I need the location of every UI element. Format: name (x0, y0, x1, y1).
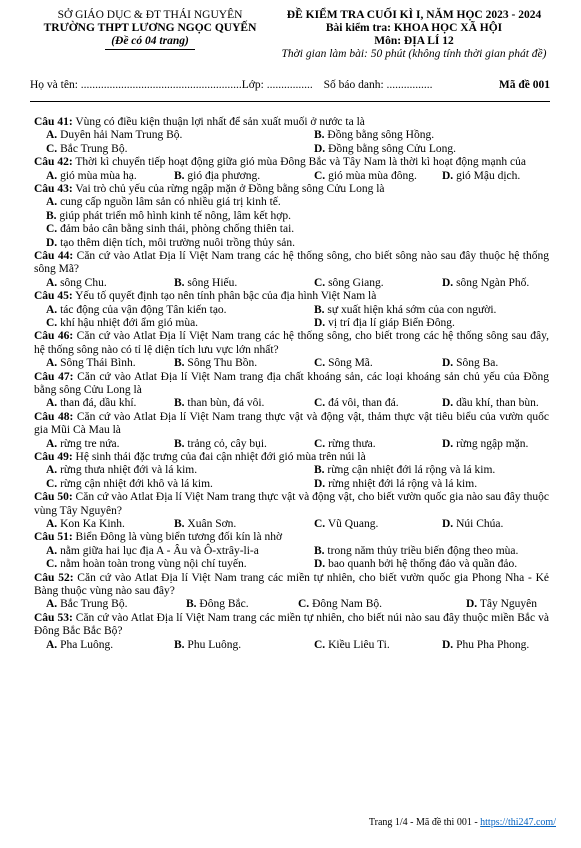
question (34, 183, 549, 250)
option-letter: D. (314, 142, 326, 155)
option-letter: B. (174, 357, 185, 370)
option-letter: D. (442, 276, 454, 289)
header-underline (105, 49, 195, 50)
option-letter: C. (46, 558, 58, 571)
answer-option[interactable] (174, 639, 241, 652)
question-number: Câu 42: (34, 156, 73, 169)
option-letter: D. (466, 598, 478, 611)
question-number: Câu 41: (34, 116, 73, 128)
option-letter: A. (46, 397, 58, 410)
option-text: rừng tre nứa. (57, 437, 120, 450)
question (34, 612, 549, 652)
question-stem: Căn cứ vào Atlat Địa lí Việt Nam trang các hệ thống sông, cho biết trong các hệ thống sông sau đây, hệ thống sông nào có tỉ lệ diện tích lưu vực lớn nhất? (34, 330, 549, 356)
exam-time: Thời gian làm bài: 50 phút (không tính thời gian phát đề) (281, 48, 547, 60)
option-letter: A. (46, 276, 58, 289)
question (34, 531, 549, 571)
option-letter: D. (46, 236, 58, 249)
option-text: gió địa phương. (184, 169, 261, 182)
options-row (34, 464, 549, 477)
header-right (256, 9, 572, 61)
exam-code: Mã đề 001 (498, 79, 550, 91)
option-letter: A. (46, 303, 58, 316)
option-letter: B. (174, 437, 185, 450)
options-row (34, 129, 549, 142)
option-text: rừng nhiệt đới lá rộng và lá kim. (325, 477, 478, 490)
answer-option[interactable] (314, 317, 455, 330)
answer-option[interactable] (314, 639, 390, 652)
option-text: than đá, dầu khí. (57, 397, 137, 410)
option-text: Tây Nguyên (477, 598, 538, 611)
option-letter: B. (314, 303, 325, 316)
answer-option[interactable] (46, 438, 119, 451)
question-number: Câu 49: (34, 450, 73, 463)
options-row (34, 545, 549, 558)
question-text (34, 411, 549, 438)
answer-option[interactable] (46, 170, 137, 183)
option-text: Sông Ba. (453, 357, 499, 370)
question-number: Câu 53: (34, 611, 73, 624)
options-row (34, 438, 549, 451)
option-letter: D. (442, 397, 454, 410)
answer-option[interactable] (442, 357, 498, 370)
answer-option[interactable] (46, 210, 291, 223)
option-text: sự xuất hiện khá sớm của con người. (324, 303, 497, 316)
option-letter: B. (174, 638, 185, 651)
student-id-line: Số báo danh: ................ (323, 79, 433, 91)
option-text: Đông Nam Bộ. (309, 598, 383, 611)
answer-option[interactable] (46, 545, 259, 558)
option-text: Sông Thái Bình. (57, 357, 136, 370)
option-letter: B. (314, 129, 325, 142)
option-text: giúp phát triển mô hình kinh tế nông, lâm kết hợp. (56, 209, 291, 222)
option-letter: C. (46, 223, 58, 236)
answer-option[interactable] (314, 438, 376, 451)
question-text (34, 371, 549, 398)
answer-option[interactable] (314, 143, 456, 156)
option-text: Phu Luông. (184, 638, 242, 651)
option-letter: D. (442, 517, 454, 530)
answer-option[interactable] (442, 397, 539, 410)
page-footer (369, 817, 556, 828)
answer-option[interactable] (314, 304, 496, 317)
question (34, 116, 549, 156)
answer-option[interactable] (46, 129, 182, 142)
question-text (34, 183, 549, 196)
answer-option[interactable] (46, 639, 113, 652)
option-text: rừng thưa. (325, 437, 376, 450)
options-row (34, 558, 549, 571)
question (34, 451, 549, 491)
options-row (34, 143, 549, 156)
option-text: bao quanh bởi hệ thống đảo và quần đảo. (325, 558, 518, 571)
question (34, 371, 549, 411)
question (34, 250, 549, 290)
exam-title: ĐỀ KIỂM TRA CUỐI KÌ I, NĂM HỌC 2023 - 2024 (286, 9, 542, 21)
option-letter: A. (46, 464, 58, 477)
option-text: Núi Chúa. (453, 517, 504, 530)
answer-option[interactable] (174, 518, 236, 531)
option-text: Xuân Sơn. (184, 517, 237, 530)
question-stem: Vai trò chủ yếu của rừng ngập mặn ở Đồng bằng sông Cửu Long là (72, 182, 385, 195)
option-text: khí hậu nhiệt đới ẩm gió mùa. (57, 316, 199, 329)
answer-option[interactable] (298, 598, 382, 611)
answer-option[interactable] (442, 170, 520, 183)
option-text: Phu Pha Phong. (453, 638, 530, 651)
options-row (34, 518, 549, 531)
info-separator (30, 101, 550, 102)
answer-option[interactable] (442, 518, 503, 531)
option-letter: A. (46, 129, 58, 142)
options-row (34, 397, 549, 410)
answer-option[interactable] (46, 317, 198, 330)
answer-option[interactable] (46, 223, 294, 236)
option-letter: A. (46, 638, 58, 651)
options-row (34, 317, 549, 330)
answer-option[interactable] (46, 237, 295, 250)
answer-option[interactable] (466, 598, 537, 611)
option-letter: C. (46, 477, 58, 490)
option-letter: C. (314, 169, 326, 182)
question-text (34, 290, 549, 303)
answer-option[interactable] (442, 277, 529, 290)
question-stem: Vùng có điều kiện thuận lợi nhất để sản xuất muối ở nước ta là (72, 116, 365, 128)
option-text: trong năm thủy triều biến động theo mùa. (324, 544, 519, 557)
question-text (34, 572, 549, 599)
answer-option[interactable] (174, 277, 237, 290)
option-text: Sông Thu Bồn. (184, 357, 258, 370)
answer-option[interactable] (46, 518, 125, 531)
answer-option[interactable] (314, 277, 384, 290)
question-stem: Yếu tố quyết định tạo nên tính phân bậc của địa hình Việt Nam là (72, 290, 377, 303)
option-text: đảm bảo cân bằng sinh thái, phòng chống thiên tai. (57, 223, 295, 236)
question-number: Câu 50: (34, 491, 73, 504)
option-letter: A. (46, 357, 58, 370)
question-stem: Căn cứ vào Atlat Địa lí Việt Nam trang các hệ thống sông, cho biết sông nào sau đây thuộc hệ thống sông Mã? (34, 249, 549, 276)
question (34, 290, 549, 330)
question-number: Câu 52: (34, 571, 74, 584)
answer-option[interactable] (46, 143, 127, 156)
option-letter: C. (46, 316, 58, 329)
question-list (34, 116, 549, 652)
answer-option[interactable] (314, 478, 477, 491)
option-letter: B. (174, 397, 185, 410)
option-letter: B. (314, 544, 325, 557)
option-letter: A. (46, 437, 58, 450)
option-letter: A. (46, 517, 58, 530)
dept-name: SỞ GIÁO DỤC & ĐT THÁI NGUYÊN (57, 9, 243, 21)
options-row (34, 210, 549, 223)
answer-option[interactable] (46, 464, 197, 477)
student-name-line: Họ và tên: ........................................................Lớp: ................ (30, 79, 313, 91)
option-text: Đông Bắc. (196, 598, 249, 611)
option-text: Đồng bằng sông Hồng. (324, 129, 435, 142)
option-text: cung cấp nguồn lâm sản có nhiều giá trị kinh tế. (57, 196, 281, 209)
option-letter: D. (314, 477, 326, 490)
options-row (34, 357, 549, 370)
exam-subject: Môn: ĐỊA LÍ 12 (374, 35, 454, 47)
question-stem: Căn cứ vào Atlat Địa lí Việt Nam trang địa chất khoáng sản, các loại khoáng sản chủ yếu của Đồng bằng sông Cửu Long là (34, 370, 549, 396)
answer-option[interactable] (46, 397, 136, 410)
option-text: tác động của vận động Tân kiến tạo. (57, 303, 227, 316)
options-row (34, 196, 549, 209)
option-letter: A. (46, 598, 58, 611)
option-letter: A. (46, 196, 58, 209)
options-row (34, 223, 549, 236)
option-text: gió Mậu dịch. (453, 169, 521, 182)
option-letter: B. (174, 517, 185, 530)
question-number: Câu 51: (34, 531, 73, 544)
question-stem: Biển Đông là vùng biển tương đối kín là nhờ (72, 531, 283, 544)
footer-text: Trang 1/4 - Mã đề thi 001 - (368, 817, 481, 828)
question-number: Câu 46: (34, 330, 74, 343)
option-text: rừng cận nhiệt đới lá rộng và lá kim. (324, 464, 496, 477)
option-text: gió mùa mùa đông. (325, 169, 417, 182)
question-stem: Thời kì chuyển tiếp hoạt động giữa gió mùa Đông Bắc và Tây Nam là thời kì hoạt động mạnh của (72, 156, 526, 169)
options-row (34, 277, 549, 290)
question-number: Câu 44: (34, 249, 74, 262)
option-letter: B. (174, 169, 185, 182)
answer-option[interactable] (46, 357, 136, 370)
option-letter: A. (46, 544, 58, 557)
question (34, 411, 549, 451)
question-stem: Căn cứ vào Atlat Địa lí Việt Nam trang các miền tự nhiên, cho biết vườn quốc gia Phong Nha - Kẻ Bàng thuộc vùng nào sau đây? (34, 571, 549, 597)
question-stem: Căn cứ vào Atlat Địa lí Việt Nam trang thực vật và động vật, thảm thực vật tiêu biểu của vườn quốc gia Mũi Cà Mau là (34, 410, 550, 437)
option-text: Pha Luông. (57, 638, 114, 651)
answer-option[interactable] (314, 558, 517, 571)
answer-option[interactable] (46, 196, 281, 209)
option-text: tạo thêm diện tích, môi trường nuôi trồng thủy sản. (57, 236, 295, 249)
answer-option[interactable] (46, 277, 107, 290)
answer-option[interactable] (46, 304, 227, 317)
options-row (34, 639, 549, 652)
option-letter: C. (314, 638, 326, 651)
answer-option[interactable] (174, 438, 267, 451)
option-text: gió mùa mùa hạ. (57, 169, 137, 182)
option-letter: D. (442, 169, 454, 182)
option-text: sông Giang. (325, 276, 384, 289)
option-letter: D. (442, 437, 454, 450)
option-letter: D. (314, 558, 326, 571)
option-text: than bùn, đá vôi. (184, 397, 265, 410)
answer-option[interactable] (174, 170, 260, 183)
question (34, 572, 549, 612)
answer-option[interactable] (314, 518, 378, 531)
option-text: sông Ngàn Phố. (453, 276, 530, 289)
answer-option[interactable] (46, 478, 213, 491)
options-row (34, 304, 549, 317)
answer-option[interactable] (46, 558, 247, 571)
option-letter: C. (314, 517, 326, 530)
option-text: sông Chu. (57, 276, 107, 289)
option-text: Sông Mã. (325, 357, 373, 370)
option-text: vị trí địa lí giáp Biển Đông. (325, 316, 455, 329)
option-text: nằm giữa hai lục địa A - Âu và Ô-xtrây-li-a (57, 544, 259, 557)
question-number: Câu 48: (34, 410, 74, 423)
answer-option[interactable] (174, 397, 264, 410)
answer-option[interactable] (442, 639, 529, 652)
option-text: dầu khí, than bùn. (453, 397, 539, 410)
question-text (34, 330, 549, 357)
answer-option[interactable] (442, 438, 528, 451)
page-count: (Đề có 04 trang) (111, 35, 189, 47)
answer-option[interactable] (186, 598, 249, 611)
option-text: Duyên hải Nam Trung Bộ. (57, 129, 183, 142)
option-letter: B. (186, 598, 197, 611)
question-text (34, 451, 549, 464)
question (34, 330, 549, 370)
option-text: đá vôi, than đá. (325, 397, 399, 410)
option-letter: D. (442, 638, 454, 651)
option-letter: C. (46, 142, 58, 155)
options-row (34, 237, 549, 250)
option-text: Bắc Trung Bộ. (57, 598, 128, 611)
option-letter: B. (46, 209, 57, 222)
question-text (34, 531, 549, 544)
option-letter: C. (314, 357, 326, 370)
question-number: Câu 43: (34, 182, 73, 195)
option-text: Đồng bằng sông Cửu Long. (325, 142, 456, 155)
answer-option[interactable] (314, 464, 495, 477)
option-letter: D. (442, 357, 454, 370)
student-info (30, 78, 550, 92)
question-text (34, 491, 549, 518)
option-text: nằm hoàn toàn trong vùng nội chí tuyến. (57, 558, 247, 571)
option-letter: D. (314, 316, 326, 329)
options-row (34, 478, 549, 491)
answer-option[interactable] (314, 545, 518, 558)
question-number: Câu 45: (34, 290, 73, 303)
header-left (30, 9, 270, 50)
answer-option[interactable] (314, 170, 417, 183)
option-text: trảng cỏ, cây bụi. (184, 437, 267, 450)
question-text (34, 116, 549, 129)
question-stem: Căn cứ vào Atlat Địa lí Việt Nam trang thực vật và động vật, cho biết vườn quốc gia nào sau đây thuộc vùng Tây Nguyên? (34, 491, 550, 517)
options-row (34, 170, 549, 183)
question-text (34, 156, 549, 169)
option-text: Bắc Trung Bộ. (57, 142, 128, 155)
option-text: rừng ngập mặn. (453, 437, 529, 450)
option-letter: B. (314, 464, 325, 477)
question-stem: Căn cứ vào Atlat Địa lí Việt Nam trang các miền tự nhiên, cho biết núi nào sau đây thuộc miền Bắc và Đông Bắc Bắc Bộ? (34, 611, 549, 638)
answer-option[interactable] (46, 598, 127, 611)
question (34, 156, 549, 183)
footer-link[interactable]: https://thi247.com/ (480, 817, 556, 828)
option-letter: C. (314, 437, 326, 450)
question (34, 491, 549, 531)
options-row (34, 598, 549, 611)
option-letter: B. (174, 276, 185, 289)
option-text: Kon Ka Kinh. (57, 517, 125, 530)
question-text (34, 250, 549, 277)
option-text: sông Hiếu. (184, 276, 238, 289)
option-text: Kiều Liêu Ti. (325, 638, 390, 651)
option-text: rừng thưa nhiệt đới và lá kim. (57, 464, 198, 477)
option-letter: C. (314, 276, 326, 289)
answer-option[interactable] (314, 129, 434, 142)
question-text (34, 612, 549, 639)
answer-option[interactable] (174, 357, 257, 370)
option-letter: C. (298, 598, 310, 611)
answer-option[interactable] (314, 357, 373, 370)
option-letter: C. (314, 397, 326, 410)
question-number: Câu 47: (34, 370, 74, 383)
question-stem: Hệ sinh thái đặc trưng của đai cận nhiệt đới gió mùa trên núi là (72, 450, 366, 463)
option-text: Vũ Quang. (325, 517, 379, 530)
school-name: TRƯỜNG THPT LƯƠNG NGỌC QUYẾN (43, 22, 257, 34)
option-text: rừng cận nhiệt đới khô và lá kim. (57, 477, 213, 490)
option-letter: A. (46, 169, 58, 182)
exam-name: Bài kiểm tra: KHOA HỌC XÃ HỘI (325, 22, 503, 34)
answer-option[interactable] (314, 397, 399, 410)
